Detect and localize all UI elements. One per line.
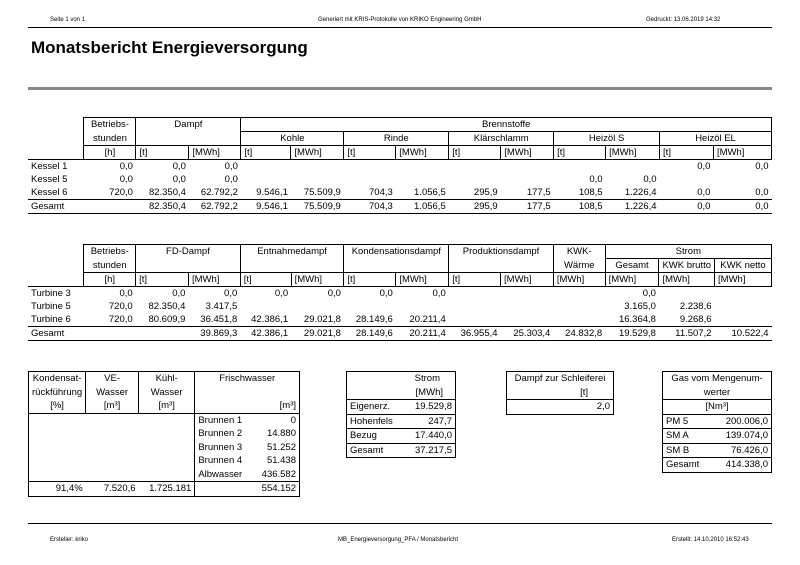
cell: 0,0 (432, 288, 446, 299)
row-label: PM 5 (663, 414, 712, 429)
table-row (28, 173, 772, 186)
cell: 0,0 (589, 174, 603, 185)
unit: [t] (136, 273, 189, 287)
cell (553, 287, 605, 301)
table-row (28, 186, 772, 200)
col-kwk-waerme: KWK- (553, 245, 605, 259)
cell: 720,0 (108, 301, 133, 312)
unit: [Nm³] (663, 400, 772, 415)
created-date: Erstellt: 14.10.2010 16:52:43 (672, 537, 749, 543)
cell: 51.252 (266, 441, 296, 453)
col-brennstoffe: Brennstoffe (241, 118, 772, 132)
col-kondensat: Kondensat- (32, 373, 82, 384)
col-betriebsstunden-2: stunden (84, 259, 136, 273)
cell: 0,0 (697, 187, 711, 198)
cell: 10.522,4 (715, 327, 772, 341)
cell (344, 173, 396, 186)
cell (715, 287, 772, 301)
unit: [t] (344, 146, 396, 160)
col-kondensationsdampf: Kondensationsdampf (344, 245, 449, 259)
cell: 28.149,6 (355, 314, 393, 325)
cell (606, 160, 660, 174)
col-klaerschlamm: Klärschlamm (449, 132, 554, 146)
title-rule (28, 87, 772, 90)
row-label: Gesamt (28, 327, 84, 341)
cell: 1.056,5 (396, 200, 449, 214)
cell: 82.350,4 (136, 200, 189, 214)
row-label: Gesamt (350, 444, 384, 456)
cell: 177,5 (526, 187, 551, 198)
col-betriebsstunden: Betriebs- (84, 245, 136, 259)
header-rule (28, 27, 772, 28)
col-entnahmedampf: Entnahmedampf (240, 245, 344, 259)
row-label: Brunnen 2 (198, 428, 243, 439)
list-item (29, 427, 300, 441)
col-kwk-waerme-2: Wärme (553, 259, 605, 273)
list-item (29, 441, 300, 455)
row-label: Brunnen 1 (198, 414, 243, 426)
cell: 91,4% (29, 482, 86, 497)
document-name: MB_Energieversorgung_PFA / Monatsbericht (338, 537, 459, 543)
cell: 20.211,4 (409, 314, 446, 325)
gas-title: Gas vom Mengenum- (671, 373, 763, 384)
row-label: Turbine 5 (31, 301, 71, 312)
unit: [MWh] (291, 273, 344, 287)
unit: [h] (84, 146, 136, 160)
cell (501, 313, 554, 327)
cell (344, 160, 396, 174)
unit: [MWh] (659, 273, 715, 287)
cell: 9.268,6 (679, 314, 712, 325)
cell: 29.021,8 (303, 314, 341, 325)
cell (449, 287, 501, 301)
strom-title: Strom (414, 373, 440, 384)
gas-table (662, 371, 772, 473)
creator: Ersteller: kriko (50, 537, 89, 543)
unit: [MWh] (553, 273, 605, 287)
unit: [MWh] (713, 146, 771, 160)
boiler-table (28, 117, 772, 214)
total-row (28, 327, 772, 341)
cell: 139.074,0 (711, 429, 771, 444)
cell: 0,0 (755, 161, 769, 172)
cell: 0,0 (643, 174, 657, 185)
cell: 108,5 (554, 200, 606, 214)
unit: [m³] (139, 399, 195, 413)
cell (136, 327, 189, 341)
page-title: Monatsbericht Energieversorgung (31, 38, 308, 57)
table-row (28, 160, 772, 174)
col-kwk-brutto: KWK brutto (659, 259, 715, 273)
cell (396, 173, 449, 186)
list-item (347, 400, 456, 415)
cell: 24.832,8 (553, 327, 605, 341)
col-strom-gesamt: Gesamt (605, 259, 659, 273)
cell: 75.509,9 (291, 200, 344, 214)
cell (501, 160, 554, 174)
page-number: Seite 1 von 1 (50, 17, 86, 23)
cell (554, 160, 606, 174)
cell: 25.303,4 (501, 327, 554, 341)
cell: 0,0 (274, 288, 289, 299)
cell: 1.056,5 (414, 187, 446, 198)
unit: [t] (241, 146, 291, 160)
cell (240, 300, 291, 313)
col-ve-wasser-2: Wasser (86, 386, 139, 400)
print-date: Gedruckt: 13.06.2019 14:32 (646, 17, 721, 23)
col-fd-dampf: FD-Dampf (136, 245, 241, 259)
row-label: Hohenfels (347, 414, 405, 429)
unit: [t] (449, 273, 501, 287)
cell: 42.386,1 (240, 327, 291, 341)
unit: [MWh] (501, 273, 554, 287)
cell (84, 200, 136, 214)
cell: 0 (290, 414, 296, 426)
cell: 37.217,5 (415, 444, 452, 456)
unit: [t] (240, 273, 291, 287)
cell: 0,0 (697, 161, 711, 172)
list-item (29, 468, 300, 482)
list-item (663, 429, 772, 444)
cell: 17.440,0 (404, 429, 455, 444)
table-row (28, 313, 772, 327)
list-item (663, 443, 772, 458)
cell: 108,5 (578, 187, 603, 198)
unit: [t] (660, 146, 714, 160)
cell (713, 173, 771, 186)
schleiferei-title: Dampf zur Schleiferei (514, 373, 606, 384)
cell: 11.507,2 (659, 327, 715, 341)
cell: 1.226,4 (606, 200, 660, 214)
total-row (347, 443, 456, 458)
unit: [t] (449, 146, 501, 160)
row-label: SM B (663, 443, 712, 458)
row-label: Albwasser (198, 468, 243, 480)
cell (660, 173, 714, 186)
strom-table (346, 371, 456, 458)
cell: 80.609,9 (148, 314, 186, 325)
cell: 0,0 (172, 174, 186, 185)
row-label: Brunnen 4 (198, 455, 243, 466)
cell: 19.529,8 (404, 400, 455, 415)
cell (501, 287, 554, 301)
unit: [MWh] (396, 146, 449, 160)
gas-title-2: werter (663, 386, 772, 400)
cell: 76.426,0 (711, 443, 771, 458)
row-label: Kessel 1 (31, 161, 68, 172)
cell: 1.226,4 (624, 187, 657, 198)
row-label: Turbine 3 (31, 288, 71, 299)
unit: [t] (344, 273, 396, 287)
row-label: Gesamt (28, 200, 84, 214)
unit: [MWh] (715, 273, 772, 287)
cell: 177,5 (501, 200, 554, 214)
list-item (347, 429, 456, 444)
row-label: Eigenerz. (347, 400, 405, 415)
cell: 0,0 (224, 161, 238, 172)
cell (449, 173, 501, 186)
cell: 0,0 (172, 288, 186, 299)
col-kondensat-2: rückführung (32, 386, 83, 398)
list-item (29, 454, 300, 468)
cell: 414.338,0 (725, 459, 768, 470)
col-heizoel-el: Heizöl EL (660, 132, 772, 146)
cell (553, 300, 605, 313)
unit: [MWh] (501, 146, 554, 160)
generator-note: Generiert mit KRIS-Protokolle von KRIKO Engineering GmbH (318, 17, 482, 23)
cell: 0,0 (327, 288, 341, 299)
col-frischwasser: Frischwasser (195, 372, 300, 386)
cell: 14.880 (266, 428, 296, 439)
cell: 20.211,4 (396, 327, 449, 341)
cell: 62.792,2 (200, 187, 238, 198)
water-table (28, 371, 300, 497)
cell: 0,0 (119, 161, 133, 172)
cell: 436.582 (261, 468, 296, 480)
cell (501, 300, 554, 313)
total-row (29, 482, 300, 497)
cell: 16.364,8 (618, 314, 656, 325)
cell (241, 173, 291, 186)
cell: 7.520,6 (86, 482, 139, 497)
col-betriebsstunden: Betriebs- (84, 118, 136, 132)
cell: 0,0 (224, 174, 238, 185)
cell (715, 313, 772, 327)
unit: [MWh] (606, 146, 660, 160)
row-label: Kessel 5 (31, 174, 68, 185)
schleiferei-table (506, 371, 614, 415)
cell (241, 160, 291, 174)
cell (553, 313, 605, 327)
col-kuehlwasser: Kühl- (139, 372, 195, 386)
cell (501, 173, 554, 186)
col-rinde: Rinde (344, 132, 449, 146)
cell: 62.792,2 (189, 200, 241, 214)
unit: [MWh] (188, 273, 240, 287)
cell: 295,9 (473, 187, 498, 198)
cell (449, 313, 501, 327)
footer-rule (28, 523, 772, 524)
col-ve-wasser: VE- (86, 372, 139, 386)
list-item (347, 414, 456, 429)
unit: [MWh] (396, 273, 449, 287)
cell: 9.546,1 (256, 187, 288, 198)
cell (659, 287, 715, 301)
cell (291, 173, 344, 186)
col-kuehlwasser-2: Wasser (139, 386, 195, 400)
cell: 36.955,4 (449, 327, 501, 341)
cell: 720,0 (109, 187, 133, 198)
cell: 29.021,8 (291, 327, 344, 341)
unit: [h] (84, 273, 136, 287)
cell (715, 300, 772, 313)
row-label: SM A (663, 429, 712, 444)
cell: 0,0 (172, 161, 186, 172)
cell: 39.869,3 (188, 327, 240, 341)
col-produktionsdampf: Produktionsdampf (449, 245, 554, 259)
cell: 75.509,9 (303, 187, 341, 198)
unit: [MWh] (291, 146, 344, 160)
unit: [MWh] (347, 386, 456, 400)
cell: 720,0 (108, 314, 133, 325)
col-dampf: Dampf (136, 118, 241, 132)
cell (449, 300, 501, 313)
cell (291, 160, 344, 174)
col-betriebsstunden-2: stunden (84, 132, 136, 146)
cell: 19.529,8 (605, 327, 659, 341)
row-label: Brunnen 3 (198, 441, 243, 453)
unit: [m³] (86, 399, 139, 413)
total-row (663, 458, 772, 473)
cell: 247,7 (404, 414, 455, 429)
col-kwk-netto: KWK netto (715, 259, 772, 273)
total-row (28, 200, 772, 214)
unit: [t] (554, 146, 606, 160)
cell (291, 300, 344, 313)
col-heizoel-s: Heizöl S (554, 132, 660, 146)
cell (84, 327, 136, 341)
cell: 704,3 (344, 200, 396, 214)
cell: 554.152 (195, 482, 300, 497)
list-item (663, 414, 772, 429)
row-label: Gesamt (666, 459, 700, 470)
cell: 51.438 (266, 455, 296, 466)
list-item (29, 413, 300, 427)
cell: 0,0 (379, 288, 393, 299)
row-label: Bezug (347, 429, 405, 444)
cell: 0,0 (755, 187, 769, 198)
cell: 0,0 (119, 288, 133, 299)
cell (449, 160, 501, 174)
cell: 0,0 (224, 288, 238, 299)
cell: 42.386,1 (251, 314, 289, 325)
col-kohle: Kohle (241, 132, 344, 146)
cell: 0,0 (642, 288, 656, 299)
cell: 36.451,8 (200, 314, 238, 325)
unit: [%] (29, 399, 86, 413)
cell (344, 300, 396, 313)
unit: [MWh] (189, 146, 241, 160)
cell: 2.238,6 (679, 301, 712, 312)
unit: [t] (507, 386, 614, 400)
cell: 3.417,5 (205, 301, 238, 312)
unit: [MWh] (605, 273, 659, 287)
cell: 0,0 (713, 200, 771, 214)
cell: 1.725.181 (139, 482, 195, 497)
cell: 2,0 (596, 401, 610, 412)
row-label: Turbine 6 (31, 314, 71, 325)
cell: 3.165,0 (624, 301, 656, 312)
cell: 295,9 (449, 200, 501, 214)
cell: 28.149,6 (344, 327, 396, 341)
turbine-table (28, 244, 772, 341)
cell: 0,0 (660, 200, 714, 214)
cell (396, 300, 449, 313)
cell: 9.546,1 (241, 200, 291, 214)
col-strom: Strom (605, 245, 771, 259)
unit: [t] (136, 146, 189, 160)
row-label: Kessel 6 (31, 187, 68, 198)
cell: 704,3 (369, 187, 393, 198)
cell: 82.350,4 (148, 301, 186, 312)
unit: [m³] (195, 399, 300, 413)
cell (396, 160, 449, 174)
cell: 82.350,4 (148, 187, 186, 198)
table-row (28, 300, 772, 313)
cell: 0,0 (119, 174, 133, 185)
table-row (28, 287, 772, 301)
cell: 200.006,0 (711, 414, 771, 429)
